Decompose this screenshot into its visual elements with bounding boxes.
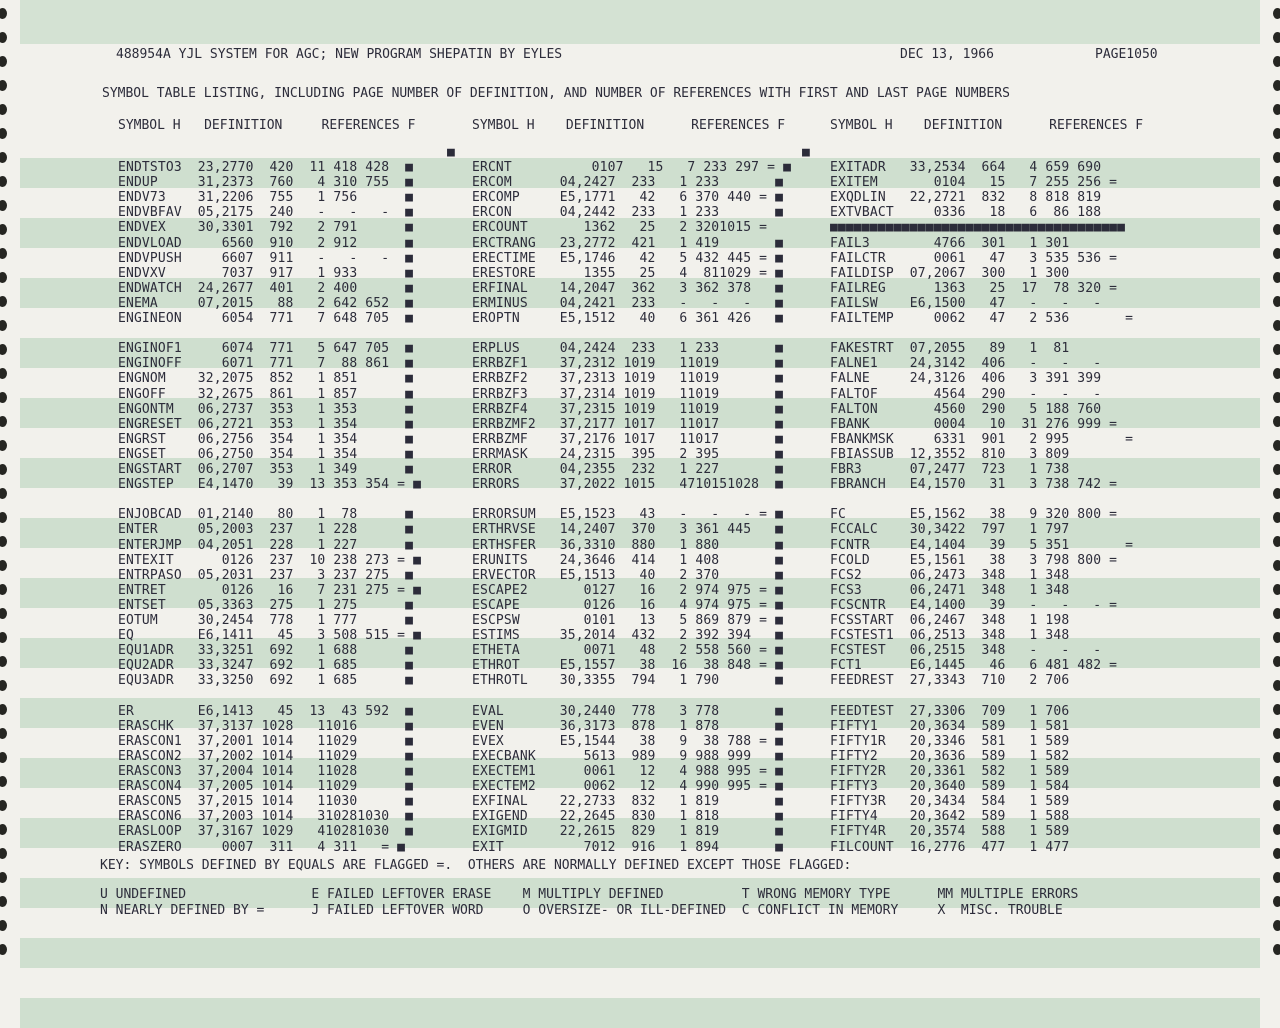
table-cell-c2: ESCAPE 0126 16 4 974 975 = ■ — [472, 598, 784, 613]
table-row — [20, 477, 1260, 493]
table-cell-c2: ERCOM 04,2427 233 1 233 ■ — [472, 175, 784, 190]
table-cell-c3: FIFTY3 20,3640 589 1 584 — [830, 779, 1070, 794]
table-cell-c2: ERCNT 0107 15 7 233 297 = ■ — [472, 160, 792, 175]
table-row — [20, 175, 1260, 191]
table-cell-c1: ENTRPASO 05,2031 237 3 237 275 ■ — [118, 568, 414, 583]
table-row — [20, 734, 1260, 750]
table-cell-c2: EXECTEM2 0062 12 4 990 995 = ■ — [472, 779, 784, 794]
feed-hole — [1273, 584, 1280, 595]
table-row — [20, 507, 1260, 523]
table-cell-c3: FILCOUNT 16,2776 477 1 477 — [830, 840, 1070, 855]
table-cell-c3: FCS2 06,2473 348 1 348 — [830, 568, 1070, 583]
table-cell-c1: ERASLOOP 37,3167 1029 410281030 ■ — [118, 824, 414, 839]
feed-hole — [0, 320, 7, 331]
feed-hole — [0, 680, 7, 691]
feed-hole — [1273, 536, 1280, 547]
table-cell-c3: FCS3 06,2471 348 1 348 — [830, 583, 1070, 598]
feed-hole — [0, 80, 7, 91]
feed-hole — [1273, 824, 1280, 835]
table-row — [20, 356, 1260, 372]
feed-hole — [0, 512, 7, 523]
table-cell-c1: ENGINOFF 6071 771 7 88 861 ■ — [118, 356, 414, 371]
table-cell-c2: ERECTIME E5,1746 42 5 432 445 = ■ — [472, 251, 784, 266]
table-cell-c2: EXIGMID 22,2615 829 1 819 ■ — [472, 824, 784, 839]
listing-subtitle: SYMBOL TABLE LISTING, INCLUDING PAGE NUMBER OF DEFINITION, AND NUMBER OF REFERENCES WITH FIRST AND LAST PAGE NUMBERS — [102, 86, 1010, 101]
table-cell-c1: ERASCON5 37,2015 1014 11030 ■ — [118, 794, 414, 809]
table-cell-c2: EVAL 30,2440 778 3 778 ■ — [472, 704, 784, 719]
green-bar-band — [20, 998, 1260, 1028]
table-cell-c2: ERRORSUM E5,1523 43 - - - = ■ — [472, 507, 784, 522]
feed-hole — [0, 224, 7, 235]
table-row — [20, 492, 1260, 508]
table-cell-c3: FIFTY2 20,3636 589 1 582 — [830, 749, 1070, 764]
feed-hole — [1273, 128, 1280, 139]
table-cell-c2: ETHROTL 30,3355 794 1 790 ■ — [472, 673, 784, 688]
table-cell-c3: FCSTEST1 06,2513 348 1 348 — [830, 628, 1070, 643]
feed-hole — [0, 248, 7, 259]
table-cell-c2: ERRBZF3 37,2314 1019 11019 ■ — [472, 387, 784, 402]
feed-hole — [1273, 224, 1280, 235]
table-cell-c2: EXIT 7012 916 1 894 ■ — [472, 840, 784, 855]
table-cell-c3: FALNE 24,3126 406 3 391 399 — [830, 371, 1102, 386]
table-cell-c1: ENDVEX 30,3301 792 2 791 ■ — [118, 220, 414, 235]
feed-hole — [0, 632, 7, 643]
table-cell-c3: FCSSTART 06,2467 348 1 198 — [830, 613, 1070, 628]
report-title: 488954A YJL SYSTEM FOR AGC; NEW PROGRAM SHEPATIN BY EYLES — [116, 47, 563, 62]
table-cell-c3: FBANK 0004 10 31 276 999 = — [830, 417, 1118, 432]
feed-hole — [0, 296, 7, 307]
feed-hole — [1273, 296, 1280, 307]
top-green-bar — [20, 0, 1260, 44]
table-row — [20, 447, 1260, 463]
table-row — [20, 462, 1260, 478]
table-cell-c3: FCCALC 30,3422 797 1 797 — [830, 522, 1070, 537]
table-cell-c1: ENTERJMP 04,2051 228 1 227 ■ — [118, 538, 414, 553]
table-cell-c2: ERCON 04,2442 233 1 233 ■ — [472, 205, 784, 220]
feed-hole — [1273, 8, 1280, 19]
table-cell-c1: ENJOBCAD 01,2140 80 1 78 ■ — [118, 507, 414, 522]
feed-hole — [1273, 32, 1280, 43]
table-cell-c1: ENDVXV 7037 917 1 933 ■ — [118, 266, 414, 281]
table-cell-c3: FBRANCH E4,1570 31 3 738 742 = — [830, 477, 1118, 492]
feed-hole — [1273, 80, 1280, 91]
table-cell-c1: EQU2ADR 33,3247 692 1 685 ■ — [118, 658, 414, 673]
column-header-1: SYMBOL H DEFINITION REFERENCES F — [118, 118, 416, 133]
table-cell-c2: EXECBANK 5613 989 9 988 999 ■ — [472, 749, 784, 764]
table-cell-c3: FCOLD E5,1561 38 3 798 800 = — [830, 553, 1118, 568]
table-cell-c2: ERMINUS 04,2421 233 - - - ■ — [472, 296, 784, 311]
table-cell-c2: ESCPSW 0101 13 5 869 879 = ■ — [472, 613, 784, 628]
table-cell-c1: ERASCHK 37,3137 1028 11016 ■ — [118, 719, 414, 734]
table-row — [20, 809, 1260, 825]
feed-hole — [1273, 248, 1280, 259]
table-cell-c1: ER E6,1413 45 13 43 592 ■ — [118, 704, 414, 719]
table-row — [20, 281, 1260, 297]
feed-hole — [1273, 560, 1280, 571]
feed-hole — [0, 920, 7, 931]
table-cell-c2: ERROR 04,2355 232 1 227 ■ — [472, 462, 784, 477]
table-cell-c3: FIFTY4 20,3642 589 1 588 — [830, 809, 1070, 824]
feed-hole — [0, 200, 7, 211]
table-cell-c1: ENGNOM 32,2075 852 1 851 ■ — [118, 371, 414, 386]
table-cell-c2: ERRBZF4 37,2315 1019 11019 ■ — [472, 402, 784, 417]
table-cell-c1: EQU1ADR 33,3251 692 1 688 ■ — [118, 643, 414, 658]
left-tractor-holes — [0, 0, 18, 959]
table-row — [20, 190, 1260, 206]
feed-hole — [0, 464, 7, 475]
feed-hole — [1273, 56, 1280, 67]
table-cell-c1: ENTSET 05,3363 275 1 275 ■ — [118, 598, 414, 613]
feed-hole — [0, 8, 7, 19]
table-row — [20, 628, 1260, 644]
feed-hole — [0, 392, 7, 403]
feed-hole — [0, 656, 7, 667]
table-cell-c2: EXFINAL 22,2733 832 1 819 ■ — [472, 794, 784, 809]
feed-hole — [1273, 776, 1280, 787]
feed-hole — [0, 824, 7, 835]
table-cell-c2: ERESTORE 1355 25 4 811029 = ■ — [472, 266, 784, 281]
table-row — [20, 311, 1260, 327]
table-row — [20, 251, 1260, 267]
feed-hole — [1273, 368, 1280, 379]
feed-hole — [0, 176, 7, 187]
feed-hole — [0, 488, 7, 499]
column-header-2: SYMBOL H DEFINITION REFERENCES F — [472, 118, 786, 133]
feed-hole — [1273, 320, 1280, 331]
feed-hole — [1273, 704, 1280, 715]
table-cell-c3: FCNTR E4,1404 39 5 351 = — [830, 538, 1134, 553]
table-cell-c3: FIFTY2R 20,3361 582 1 589 — [830, 764, 1070, 779]
right-tractor-holes — [1262, 0, 1280, 959]
table-cell-c3: FIFTY3R 20,3434 584 1 589 — [830, 794, 1070, 809]
table-cell-c2: ERCTRANG 23,2772 421 1 419 ■ — [472, 236, 784, 251]
table-cell-c3: FALTON 4560 290 5 188 760 — [830, 402, 1102, 417]
table-cell-c3: FBR3 07,2477 723 1 738 — [830, 462, 1070, 477]
feed-hole — [1273, 488, 1280, 499]
table-row — [20, 371, 1260, 387]
table-cell-c2: EROPTN E5,1512 40 6 361 426 ■ — [472, 311, 784, 326]
legend-line-1: U UNDEFINED E FAILED LEFTOVER ERASE M MULTIPLY DEFINED T WRONG MEMORY TYPE MM MULTIPLE ERRORS — [100, 887, 1079, 902]
table-row — [20, 643, 1260, 659]
table-cell-c3: FAILDISP 07,2067 300 1 300 — [830, 266, 1070, 281]
table-row — [20, 840, 1260, 856]
table-row — [20, 538, 1260, 554]
table-cell-c3: FIFTY1 20,3634 589 1 581 — [830, 719, 1070, 734]
table-cell-c1: ENDUP 31,2373 760 4 310 755 ■ — [118, 175, 414, 190]
table-cell-c3: EXQDLIN 22,2721 832 8 818 819 — [830, 190, 1102, 205]
table-cell-c3: FAKESTRT 07,2055 89 1 81 — [830, 341, 1070, 356]
feed-hole — [1273, 728, 1280, 739]
table-cell-c1: EOTUM 30,2454 778 1 777 ■ — [118, 613, 414, 628]
green-bar-band — [20, 938, 1260, 968]
feed-hole — [1273, 392, 1280, 403]
table-cell-c1: ERASCON3 37,2004 1014 11028 ■ — [118, 764, 414, 779]
legend-line-2: N NEARLY DEFINED BY = J FAILED LEFTOVER WORD O OVERSIZE- OR ILL-DEFINED C CONFLICT IN MEMORY X MISC. TROUBLE — [100, 903, 1063, 918]
feed-hole — [1273, 176, 1280, 187]
table-row — [20, 296, 1260, 312]
feed-hole — [1273, 896, 1280, 907]
table-cell-c1: ENEMA 07,2015 88 2 642 652 ■ — [118, 296, 414, 311]
table-cell-c1: ENGINEON 6054 771 7 648 705 ■ — [118, 311, 414, 326]
table-cell-c1: ERASCON2 37,2002 1014 11029 ■ — [118, 749, 414, 764]
table-cell-c1: ENDWATCH 24,2677 401 2 400 ■ — [118, 281, 414, 296]
table-cell-c1: ENGOFF 32,2675 861 1 857 ■ — [118, 387, 414, 402]
table-cell-c1: ERASZERO 0007 311 4 311 = ■ — [118, 840, 406, 855]
table-cell-c1: ENDVPUSH 6607 911 - - - ■ — [118, 251, 414, 266]
table-cell-c2: ETHROT E5,1557 38 16 38 848 = ■ — [472, 658, 784, 673]
table-cell-c1: ENDTSTO3 23,2770 420 11 418 428 ■ — [118, 160, 414, 175]
table-cell-c2: ERRBZMF2 37,2177 1017 11017 ■ — [472, 417, 784, 432]
table-row — [20, 266, 1260, 282]
table-cell-c1: ERASCON1 37,2001 1014 11029 ■ — [118, 734, 414, 749]
feed-hole — [0, 368, 7, 379]
table-cell-c1: ENGONTM 06,2737 353 1 353 ■ — [118, 402, 414, 417]
feed-hole — [0, 944, 7, 955]
feed-hole — [1273, 632, 1280, 643]
table-row — [20, 794, 1260, 810]
table-cell-c3: EXITADR 33,2534 664 4 659 690 — [830, 160, 1102, 175]
table-row — [20, 719, 1260, 735]
table-cell-c3: EXITEM 0104 15 7 255 256 = — [830, 175, 1118, 190]
table-cell-c3: FAILCTR 0061 47 3 535 536 = — [830, 251, 1118, 266]
table-cell-c3: FAILREG 1363 25 17 78 320 = — [830, 281, 1118, 296]
feed-hole — [0, 704, 7, 715]
table-cell-c3: FALTOF 4564 290 - - - — [830, 387, 1102, 402]
table-cell-c3: FAILSW E6,1500 47 - - - — [830, 296, 1102, 311]
feed-hole — [0, 776, 7, 787]
table-cell-c2: ERVECTOR E5,1513 40 2 370 ■ — [472, 568, 784, 583]
table-cell-c1: ENGSET 06,2750 354 1 354 ■ — [118, 447, 414, 462]
feed-hole — [1273, 200, 1280, 211]
table-cell-c1: ERASCON6 37,2003 1014 310281030 ■ — [118, 809, 414, 824]
table-row — [20, 764, 1260, 780]
table-cell-c3: FAIL3 4766 301 1 301 — [830, 236, 1070, 251]
column-mark-2: ■ — [447, 145, 455, 160]
feed-hole — [0, 56, 7, 67]
table-cell-c3: FBIASSUB 12,3552 810 3 809 — [830, 447, 1070, 462]
table-row — [20, 553, 1260, 569]
page-number: PAGE1050 — [1095, 47, 1158, 62]
feed-hole — [1273, 920, 1280, 931]
feed-hole — [0, 584, 7, 595]
table-cell-c3: FAILTEMP 0062 47 2 536 = — [830, 311, 1134, 326]
feed-hole — [0, 896, 7, 907]
feed-hole — [0, 560, 7, 571]
feed-hole — [1273, 104, 1280, 115]
table-cell-c3: ■■■■■■■■■■■■■■■■■■■■■■■■■■■■■■■■■■■■■ — [830, 220, 1126, 235]
table-cell-c2: ERTHRVSE 14,2407 370 3 361 445 ■ — [472, 522, 784, 537]
table-cell-c2: EXIGEND 22,2645 830 1 818 ■ — [472, 809, 784, 824]
table-cell-c2: ERCOMP E5,1771 42 6 370 440 = ■ — [472, 190, 784, 205]
table-cell-c1: ENTRET 0126 16 7 231 275 = ■ — [118, 583, 422, 598]
table-cell-c2: ERPLUS 04,2424 233 1 233 ■ — [472, 341, 784, 356]
table-row — [20, 583, 1260, 599]
column-header-3: SYMBOL H DEFINITION REFERENCES F — [830, 118, 1144, 133]
feed-hole — [0, 416, 7, 427]
feed-hole — [0, 728, 7, 739]
feed-hole — [1273, 608, 1280, 619]
table-cell-c3: FBANKMSK 6331 901 2 995 = — [830, 432, 1134, 447]
feed-hole — [1273, 464, 1280, 475]
table-row — [20, 824, 1260, 840]
table-cell-c1: ENGRST 06,2756 354 1 354 ■ — [118, 432, 414, 447]
table-cell-c3: FCSTEST 06,2515 348 - - - — [830, 643, 1102, 658]
printout-sheet — [20, 0, 1260, 959]
feed-hole — [1273, 872, 1280, 883]
table-cell-c2: ETHETA 0071 48 2 558 560 = ■ — [472, 643, 784, 658]
feed-hole — [0, 344, 7, 355]
feed-hole — [1273, 848, 1280, 859]
table-cell-c1: ENGRESET 06,2721 353 1 354 ■ — [118, 417, 414, 432]
table-cell-c2: ERFINAL 14,2047 362 3 362 378 ■ — [472, 281, 784, 296]
table-row — [20, 522, 1260, 538]
key-line: KEY: SYMBOLS DEFINED BY EQUALS ARE FLAGGED =. OTHERS ARE NORMALLY DEFINED EXCEPT THOSE FLAGGED: — [100, 858, 852, 873]
feed-hole — [1273, 800, 1280, 811]
table-row — [20, 220, 1260, 236]
table-cell-c1: ENDVLOAD 6560 910 2 912 ■ — [118, 236, 414, 251]
table-cell-c3: FEEDTEST 27,3306 709 1 706 — [830, 704, 1070, 719]
table-cell-c3: EXTVBACT 0336 18 6 86 188 — [830, 205, 1102, 220]
table-row — [20, 689, 1260, 705]
table-row — [20, 205, 1260, 221]
feed-hole — [0, 440, 7, 451]
table-cell-c1: ENGINOF1 6074 771 5 647 705 ■ — [118, 341, 414, 356]
table-cell-c1: ENDVBFAV 05,2175 240 - - - ■ — [118, 205, 414, 220]
feed-hole — [1273, 440, 1280, 451]
feed-hole — [0, 128, 7, 139]
table-row — [20, 417, 1260, 433]
table-cell-c2: EXECTEM1 0061 12 4 988 995 = ■ — [472, 764, 784, 779]
table-cell-c1: EQ E6,1411 45 3 508 515 = ■ — [118, 628, 422, 643]
table-cell-c2: ERTHSFER 36,3310 880 1 880 ■ — [472, 538, 784, 553]
feed-hole — [0, 32, 7, 43]
table-cell-c2: ERRBZF1 37,2312 1019 11019 ■ — [472, 356, 784, 371]
table-row — [20, 568, 1260, 584]
feed-hole — [1273, 152, 1280, 163]
feed-hole — [0, 272, 7, 283]
feed-hole — [0, 152, 7, 163]
feed-hole — [1273, 656, 1280, 667]
table-cell-c3: FIFTY1R 20,3346 581 1 589 — [830, 734, 1070, 749]
feed-hole — [1273, 944, 1280, 955]
table-cell-c2: ERUNITS 24,3646 414 1 408 ■ — [472, 553, 784, 568]
table-cell-c2: ERRORS 37,2022 1015 4710151028 ■ — [472, 477, 784, 492]
table-cell-c3: FALNE1 24,3142 406 - - - — [830, 356, 1102, 371]
table-cell-c1: ENTEXIT 0126 237 10 238 273 = ■ — [118, 553, 422, 568]
table-row — [20, 387, 1260, 403]
feed-hole — [0, 104, 7, 115]
table-cell-c1: ENGSTART 06,2707 353 1 349 ■ — [118, 462, 414, 477]
feed-hole — [0, 848, 7, 859]
feed-hole — [0, 752, 7, 763]
table-cell-c3: FCSCNTR E4,1400 39 - - - = — [830, 598, 1118, 613]
table-cell-c2: ERRMASK 24,2315 395 2 395 ■ — [472, 447, 784, 462]
feed-hole — [0, 608, 7, 619]
table-cell-c3: FCT1 E6,1445 46 6 481 482 = — [830, 658, 1118, 673]
table-row — [20, 613, 1260, 629]
table-cell-c3: FIFTY4R 20,3574 588 1 589 — [830, 824, 1070, 839]
table-row — [20, 326, 1260, 342]
table-row — [20, 341, 1260, 357]
table-cell-c1: ERASCON4 37,2005 1014 11029 ■ — [118, 779, 414, 794]
feed-hole — [1273, 752, 1280, 763]
table-row — [20, 598, 1260, 614]
report-date: DEC 13, 1966 — [900, 47, 994, 62]
table-row — [20, 673, 1260, 689]
table-cell-c3: FC E5,1562 38 9 320 800 = — [830, 507, 1118, 522]
table-cell-c2: EVEX E5,1544 38 9 38 788 = ■ — [472, 734, 784, 749]
feed-hole — [1273, 680, 1280, 691]
table-cell-c2: ERRBZF2 37,2313 1019 11019 ■ — [472, 371, 784, 386]
table-row — [20, 160, 1260, 176]
feed-hole — [1273, 416, 1280, 427]
feed-hole — [1273, 344, 1280, 355]
table-row — [20, 236, 1260, 252]
table-row — [20, 402, 1260, 418]
table-cell-c1: ENTER 05,2003 237 1 228 ■ — [118, 522, 414, 537]
feed-hole — [1273, 512, 1280, 523]
feed-hole — [0, 872, 7, 883]
table-cell-c2: ESTIMS 35,2014 432 2 392 394 ■ — [472, 628, 784, 643]
table-cell-c3: FEEDREST 27,3343 710 2 706 — [830, 673, 1070, 688]
feed-hole — [1273, 272, 1280, 283]
table-cell-c2: EVEN 36,3173 878 1 878 ■ — [472, 719, 784, 734]
table-cell-c2: ESCAPE2 0127 16 2 974 975 = ■ — [472, 583, 784, 598]
table-row — [20, 432, 1260, 448]
feed-hole — [0, 800, 7, 811]
table-cell-c2: ERRBZMF 37,2176 1017 11017 ■ — [472, 432, 784, 447]
table-row — [20, 658, 1260, 674]
table-row — [20, 749, 1260, 765]
table-cell-c1: ENGSTEP E4,1470 39 13 353 354 = ■ — [118, 477, 422, 492]
table-cell-c1: ENDV73 31,2206 755 1 756 ■ — [118, 190, 414, 205]
table-cell-c1: EQU3ADR 33,3250 692 1 685 ■ — [118, 673, 414, 688]
table-row — [20, 779, 1260, 795]
table-cell-c2: ERCOUNT 1362 25 2 3201015 = — [472, 220, 776, 235]
table-row — [20, 704, 1260, 720]
column-mark-3: ■ — [802, 145, 810, 160]
feed-hole — [0, 536, 7, 547]
